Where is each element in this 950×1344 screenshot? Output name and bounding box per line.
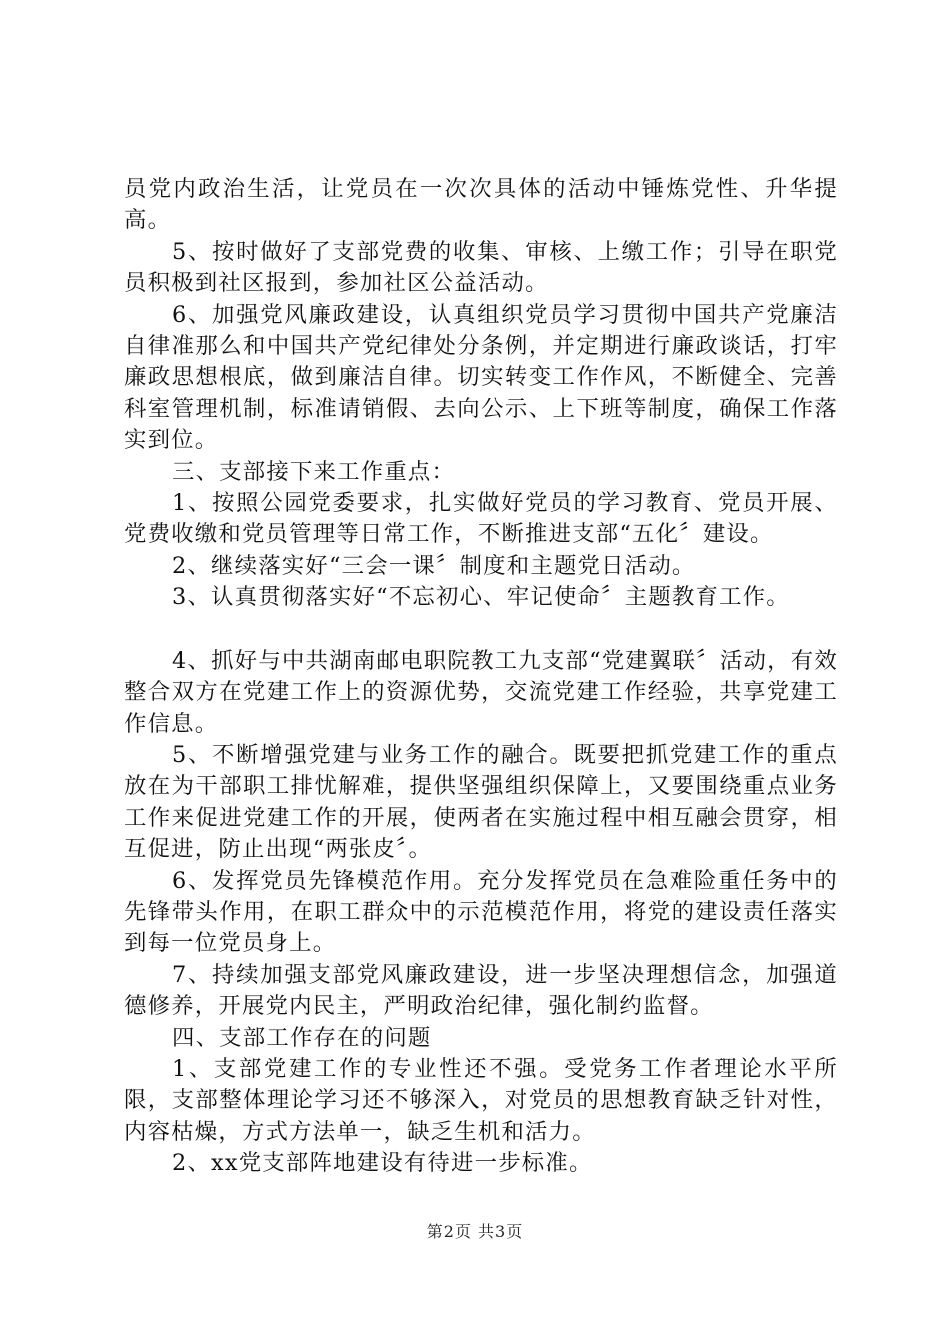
paragraph-focus-5: 5、不断增强党建与业务工作的融合。既要把抓党建工作的重点放在为干部职工排忧解难，提供坚强组织保障上，又要围绕重点业务工作来促进党建工作的开展，使两者在实施过程中相互融会贯穿，相互促进，防止出现“两张皮〞。 <box>124 741 838 863</box>
paragraph-item-6-integrity: 6、加强党风廉政建设，认真组织党员学习贯彻中国共产党廉洁自律准那么和中国共产党纪律处分条例，并定期进行廉政谈话，打牢廉政思想根底，做到廉洁自律。切实转变工作作风，不断健全、完善科室管理机制，标准请销假、去向公示、上下班等制度，确保工作落实到位。 <box>124 301 838 454</box>
section-heading-4: 四、支部工作存在的问题 <box>172 1024 432 1051</box>
paragraph-problem-2: 2、xx党支部阵地建设有待进一步标准。 <box>172 1150 593 1177</box>
paragraph-focus-1: 1、按照公园党委要求，扎实做好党员的学习教育、党员开展、党费收缴和党员管理等日常工作，不断推进支部“五化〞建设。 <box>124 490 838 548</box>
paragraph-focus-7: 7、持续加强支部党风廉政建设，进一步坚决理想信念，加强道德修养，开展党内民主，严明政治纪律，强化制约监督。 <box>124 961 838 1020</box>
paragraph-problem-1: 1、支部党建工作的专业性还不强。受党务工作者理论水平所限，支部整体理论学习还不够深入，对党员的思想教育缺乏针对性，内容枯燥，方式方法单一，缺乏生机和活力。 <box>124 1055 838 1145</box>
paragraph-item-5-dues: 5、按时做好了支部党费的收集、审核、上缴工作；引导在职党员积极到社区报到，参加社区公益活动。 <box>124 238 838 297</box>
paragraph-focus-6: 6、发挥党员先锋模范作用。充分发挥党员在急难险重任务中的先锋带头作用，在职工群众中的示范模范作用，将党的建设责任落实到每一位党员身上。 <box>124 867 838 957</box>
paragraph-focus-4: 4、抓好与中共湖南邮电职院教工九支部“党建翼联〞活动，有效整合双方在党建工作上的资源优势，交流党建工作经验，共享党建工作信息。 <box>124 647 838 737</box>
paragraph-focus-3: 3、认真贯彻落实好“不忘初心、牢记使命〞主题教育工作。 <box>172 584 790 611</box>
section-heading-3: 三、支部接下来工作重点： <box>172 458 456 485</box>
paragraph-focus-2: 2、继续落实好“三会一课〞制度和主题党日活动。 <box>172 552 696 579</box>
page-number-footer: 第2页 共3页 <box>426 1222 524 1241</box>
paragraph-continuation: 员党内政治生活，让党员在一次次具体的活动中锤炼党性、升华提高。 <box>124 176 838 234</box>
blank-line <box>124 614 838 646</box>
document-body <box>124 174 838 1180</box>
